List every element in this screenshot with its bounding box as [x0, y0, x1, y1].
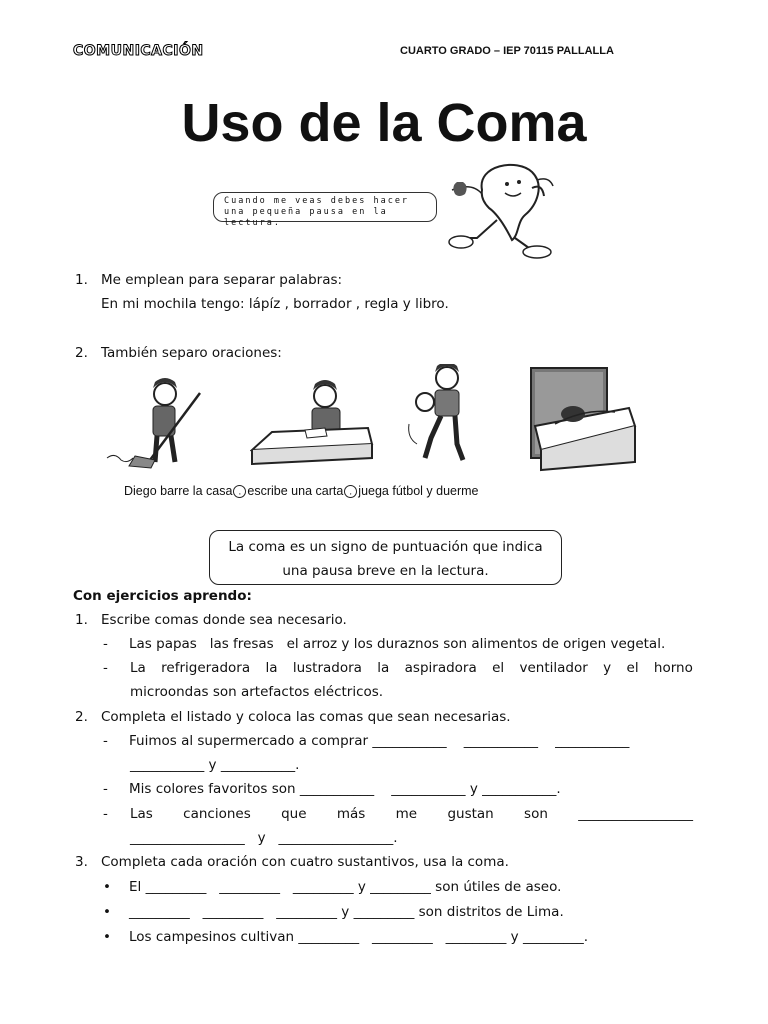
word: la [377, 660, 390, 676]
ex2-bullet3 [103, 802, 693, 826]
definition-box [209, 530, 562, 585]
word: aspiradora [404, 660, 477, 676]
ex3-bullet2-text: _________ _________ _________ y _________ son distritos de Lima. [129, 904, 564, 920]
word: horno [653, 660, 693, 676]
subject-label: COMUNICACIÓN [73, 43, 204, 59]
ex2-bullet2-text: Mis colores favoritos son ___________ ___________ y ___________. [129, 781, 561, 797]
ex2-bullet3-cont: _________________ y _________________. [130, 830, 398, 846]
ex1-number: 1. [75, 612, 88, 628]
comma-character-illustration [437, 160, 562, 262]
dash-marker: - [103, 733, 108, 749]
illustration-caption [124, 484, 479, 498]
word: canciones [183, 806, 251, 822]
caption-part1: Diego barre la casa [124, 484, 233, 498]
dash-marker: - [103, 781, 108, 797]
word: ventilador [519, 660, 588, 676]
speech-bubble-line1: Cuando me veas debes hacer [224, 196, 410, 206]
ex3-bullet1 [103, 875, 561, 899]
definition-line1: La coma es un signo de puntuación que indica [228, 539, 543, 555]
item1-text: Me emplean para separar palabras: [101, 272, 343, 288]
definition-line2: una pausa breve en la lectura. [282, 563, 489, 579]
boy-writing-illustration [250, 378, 375, 470]
word: son [524, 806, 548, 822]
boy-sleeping-illustration [525, 366, 637, 472]
item1-example: En mi mochila tengo: lápíz , borrador , regla y libro. [101, 296, 449, 312]
ex2-bullet2 [103, 777, 561, 801]
item2-line [75, 341, 282, 365]
word: más [336, 806, 366, 822]
ex1-bullet1 [103, 632, 665, 656]
ex3-line [75, 850, 509, 874]
item1-line [75, 268, 342, 292]
ex2-bullet3-words [130, 802, 693, 826]
exercises-heading: Con ejercicios aprendo: [73, 588, 252, 604]
word: el [492, 660, 505, 676]
word: _________________ [578, 806, 693, 822]
ex1-line [75, 608, 347, 632]
ex3-number: 3. [75, 854, 88, 870]
word: Las [130, 806, 153, 822]
comma-circle-2: , [344, 485, 357, 498]
word: gustan [447, 806, 494, 822]
word: La [130, 660, 146, 676]
ex1-bullet2 [103, 656, 693, 680]
bullet-dot: • [103, 904, 111, 920]
bullet-dot: • [103, 929, 111, 945]
ex3-bullet2 [103, 900, 564, 924]
speech-bubble [213, 192, 437, 228]
caption-part2: escribe una carta [247, 484, 344, 498]
ex2-number: 2. [75, 709, 88, 725]
grade-school-label: CUARTO GRADO – IEP 70115 PALLALLA [400, 45, 614, 57]
page-title: Uso de la Coma [181, 93, 587, 153]
ex3-bullet1-text: El _________ _________ _________ y _________ son útiles de aseo. [129, 879, 562, 895]
ex2-line [75, 705, 511, 729]
ex1-bullet2-words [130, 656, 693, 680]
word: lustradora [292, 660, 362, 676]
word: refrigeradora [161, 660, 251, 676]
ex2-bullet1-text: Fuimos al supermercado a comprar ___________ ___________ ___________ [129, 733, 630, 749]
item2-text: También separo oraciones: [101, 345, 282, 361]
word: el [626, 660, 639, 676]
comma-circle-1: , [233, 485, 246, 498]
ex3-bullet3-text: Los campesinos cultivan _________ _________ _________ y _________. [129, 929, 589, 945]
speech-bubble-line2: una pequeña pausa en la lectura. [224, 207, 388, 228]
ex2-bullet1 [103, 729, 629, 753]
bullet-dot: • [103, 879, 111, 895]
item1-number: 1. [75, 272, 88, 288]
dash-marker: - [103, 660, 108, 676]
dash-marker: - [103, 636, 108, 652]
ex1-bullet1-text: Las papas las fresas el arroz y los duraznos son alimentos de origen vegetal. [129, 636, 666, 652]
ex3-bullet3 [103, 925, 588, 949]
boy-playing-football-illustration [405, 364, 475, 470]
dash-marker: - [103, 806, 108, 822]
ex2-text: Completa el listado y coloca las comas que sean necesarias. [101, 709, 511, 725]
word: me [395, 806, 418, 822]
word: y [603, 660, 612, 676]
ex1-text: Escribe comas donde sea necesario. [101, 612, 347, 628]
item2-number: 2. [75, 345, 88, 361]
boy-sweeping-illustration [105, 378, 205, 470]
ex1-bullet2-cont: microondas son artefactos eléctricos. [130, 684, 384, 700]
ex2-bullet1-cont: ___________ y ___________. [130, 757, 300, 773]
caption-part3: juega fútbol y duerme [358, 484, 479, 498]
word: la [265, 660, 278, 676]
word: que [281, 806, 307, 822]
ex3-text: Completa cada oración con cuatro sustantivos, usa la coma. [101, 854, 509, 870]
